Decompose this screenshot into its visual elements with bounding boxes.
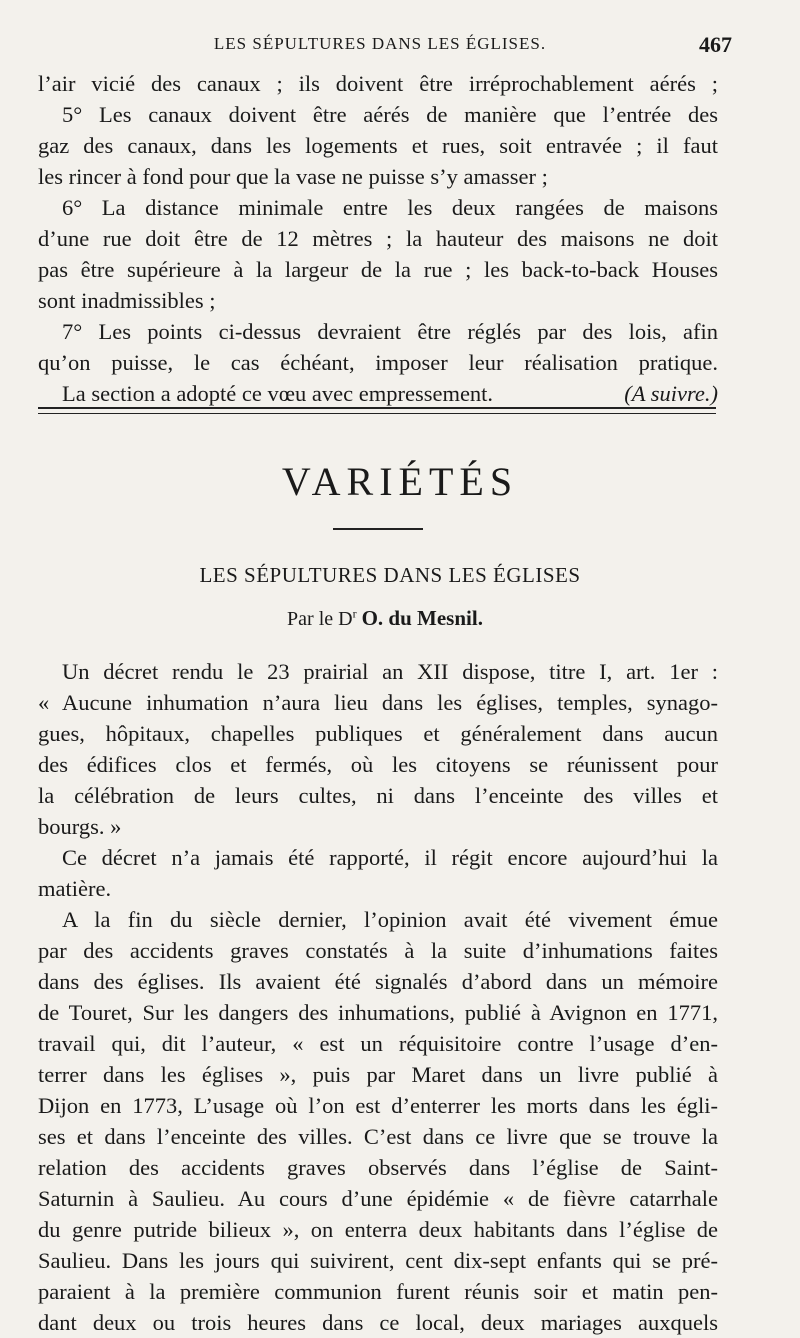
text-line: paraient à la première communion furent réunis soir et matin pen- [38, 1279, 718, 1304]
byline [0, 606, 770, 631]
text-line: des édifices clos et fermés, où les citoyens se réunissent pour [38, 752, 718, 777]
text-line: gues, hôpitaux, chapelles publiques et généralement dans aucun [38, 721, 718, 746]
text-line: bourgs. » [38, 814, 122, 839]
to-be-continued-note: (A suivre.) [624, 381, 718, 406]
text-line: Saulieu. Dans les jours qui suivirent, cent dix-sept enfants qui se pré- [38, 1248, 718, 1273]
text-line: relation des accidents graves observés dans l’église de Saint- [38, 1155, 718, 1180]
double-rule-top [38, 407, 716, 409]
section-title: VARIÉTÉS [281, 459, 519, 504]
text-line: dant deux ou trois heures dans ce local, deux mariages auxquels [38, 1310, 718, 1335]
text-line: gaz des canaux, dans les logements et rues, soit entravée ; il faut [38, 133, 718, 158]
text-line: Ce décret n’a jamais été rapporté, il régit encore aujourd’hui la [62, 845, 718, 870]
text-line: « Aucune inhumation n’aura lieu dans les églises, temples, synago- [38, 690, 718, 715]
text-line: ses et dans l’enceinte des villes. C’est dans ce livre que se trouve la [38, 1124, 718, 1149]
text-line: travail qui, dit l’auteur, « est un réquisitoire contre l’usage d’en- [38, 1031, 718, 1056]
section-divider [333, 528, 423, 530]
text-line: d’une rue doit être de 12 mètres ; la hauteur des maisons ne doit [38, 226, 718, 251]
continued-text [38, 68, 718, 409]
text-line: 5° Les canaux doivent être aérés de manière que l’entrée des [62, 102, 718, 127]
text-line: du genre putride bilieux », on enterra deux habitants dans l’église de [38, 1217, 718, 1242]
text-line: l’air vicié des canaux ; ils doivent être irréprochablement aérés ; [38, 71, 718, 96]
final-line [38, 378, 718, 409]
text-line: qu’on puisse, le cas échéant, imposer leur réalisation pratique. [38, 350, 718, 375]
text-line: par des accidents graves constatés à la suite d’inhumations faites [38, 938, 718, 963]
running-title: LES SÉPULTURES DANS LES ÉGLISES. [213, 34, 547, 53]
double-rule-bottom [38, 413, 716, 414]
article-body [38, 656, 718, 1338]
article-title: LES SÉPULTURES DANS LES ÉGLISES [199, 563, 581, 587]
text-line: 6° La distance minimale entre les deux rangées de maisons [62, 195, 718, 220]
text-line: A la fin du siècle dernier, l’opinion avait été vivement émue [62, 907, 718, 932]
text-line: pas être supérieure à la largeur de la rue ; les back-to-back Houses [38, 257, 718, 282]
text-line: Saturnin à Saulieu. Au cours d’une épidémie « de fièvre catarrhale [38, 1186, 718, 1211]
text-line: terrer dans les églises », puis par Maret dans un livre publié à [38, 1062, 718, 1087]
text-line: dans des églises. Ils avaient été signalés d’abord dans un mémoire [38, 969, 718, 994]
byline-author: O. du Mesnil. [361, 606, 483, 630]
final-sentence: La section a adopté ce vœu avec empressement. [62, 381, 494, 406]
byline-sup: r [352, 606, 357, 621]
text-line: 7° Les points ci-dessus devraient être réglés par des lois, afin [62, 319, 718, 344]
text-line: de Touret, Sur les dangers des inhumations, publié à Avignon en 1771, [38, 1000, 718, 1025]
text-line: Dijon en 1773, L’usage où l’on est d’enterrer les morts dans les égli- [38, 1093, 718, 1118]
byline-prefix: Par le D [287, 608, 353, 630]
text-line: Un décret rendu le 23 prairial an XII dispose, titre I, art. 1er : [62, 659, 718, 684]
text-line: la célébration de leurs cultes, ni dans l’enceinte des villes et [38, 783, 718, 808]
text-line: les rincer à fond pour que la vase ne puisse s’y amasser ; [38, 164, 548, 189]
running-head [40, 32, 732, 58]
text-line: matière. [38, 876, 112, 901]
text-line: sont inadmissibles ; [38, 288, 216, 313]
page-number: 467 [699, 32, 732, 57]
